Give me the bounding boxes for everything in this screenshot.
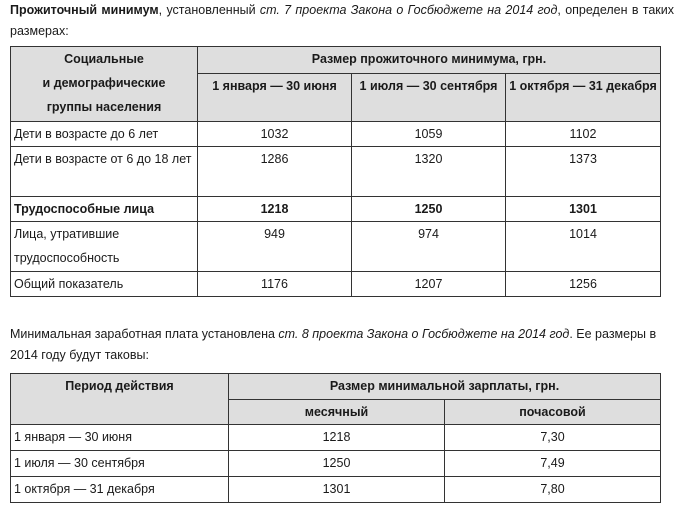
table-row — [11, 451, 661, 477]
row-label: Трудоспособные лица — [11, 197, 198, 222]
intro-paragraph-1 — [10, 0, 674, 42]
hourly-cell: 7,80 — [445, 477, 661, 503]
table-row — [11, 425, 661, 451]
intro1-law-reference: ст. 7 проекта Закона о Госбюджете на 2014 год — [259, 3, 558, 17]
intro-paragraph-2 — [10, 324, 674, 366]
value-cell: 1207 — [352, 272, 506, 297]
value-cell: 1301 — [506, 197, 661, 222]
wage-size-header: Размер минимальной зарплаты, грн. — [229, 374, 661, 400]
group-header-line: Социальные — [64, 52, 144, 66]
table-row — [11, 272, 661, 297]
monthly-cell: 1301 — [229, 477, 445, 503]
value-cell: 1320 — [352, 147, 506, 197]
value-cell: 1286 — [198, 147, 352, 197]
row-label: Общий показатель — [11, 272, 198, 297]
value-cell: 1014 — [506, 222, 661, 272]
period-header: 1 июля — 30 сентября — [352, 74, 506, 122]
monthly-cell: 1218 — [229, 425, 445, 451]
table-row — [11, 222, 661, 272]
table-row — [11, 197, 661, 222]
period-cell: 1 июля — 30 сентября — [11, 451, 229, 477]
value-cell: 974 — [352, 222, 506, 272]
value-cell: 1373 — [506, 147, 661, 197]
period-header: 1 января — 30 июня — [198, 74, 352, 122]
row-label: Дети в возрасте от 6 до 18 лет — [11, 147, 198, 197]
group-header-line: группы населения — [46, 100, 162, 114]
table-row — [11, 122, 661, 147]
period-header: 1 октября — 31 декабря — [506, 74, 661, 122]
intro2-text2: . Ее размеры в 2014 году будут таковы: — [10, 327, 657, 362]
value-cell: 1102 — [506, 122, 661, 147]
table-row — [11, 147, 661, 197]
value-cell: 1256 — [506, 272, 661, 297]
table-row — [11, 477, 661, 503]
intro1-bold: Прожиточный минимум — [10, 3, 159, 17]
value-cell: 1032 — [198, 122, 352, 147]
hourly-header: почасовой — [445, 400, 661, 425]
intro1-text2: , определен в таких размерах: — [10, 3, 674, 38]
minimum-wage-table — [10, 373, 661, 503]
monthly-cell: 1250 — [229, 451, 445, 477]
group-header — [11, 47, 198, 122]
size-header: Размер прожиточного минимума, грн. — [198, 47, 661, 74]
hourly-cell: 7,30 — [445, 425, 661, 451]
value-cell: 1218 — [198, 197, 352, 222]
value-cell: 949 — [198, 222, 352, 272]
value-cell: 1059 — [352, 122, 506, 147]
period-cell: 1 января — 30 июня — [11, 425, 229, 451]
value-cell: 1176 — [198, 272, 352, 297]
row-label: Лица, утратившие трудоспособность — [11, 222, 198, 272]
period-header: Период действия — [11, 374, 229, 425]
monthly-header: месячный — [229, 400, 445, 425]
intro1-text1: , установленный — [158, 3, 260, 17]
intro2-text1: Минимальная заработная плата установлена — [10, 327, 279, 341]
subsistence-minimum-table — [10, 46, 661, 297]
hourly-cell: 7,49 — [445, 451, 661, 477]
period-cell: 1 октября — 31 декабря — [11, 477, 229, 503]
value-cell: 1250 — [352, 197, 506, 222]
intro2-law-reference: ст. 8 проекта Закона о Госбюджете на 2014 год — [278, 327, 570, 341]
row-label: Дети в возрасте до 6 лет — [11, 122, 198, 147]
group-header-line: и демографические — [42, 76, 166, 90]
